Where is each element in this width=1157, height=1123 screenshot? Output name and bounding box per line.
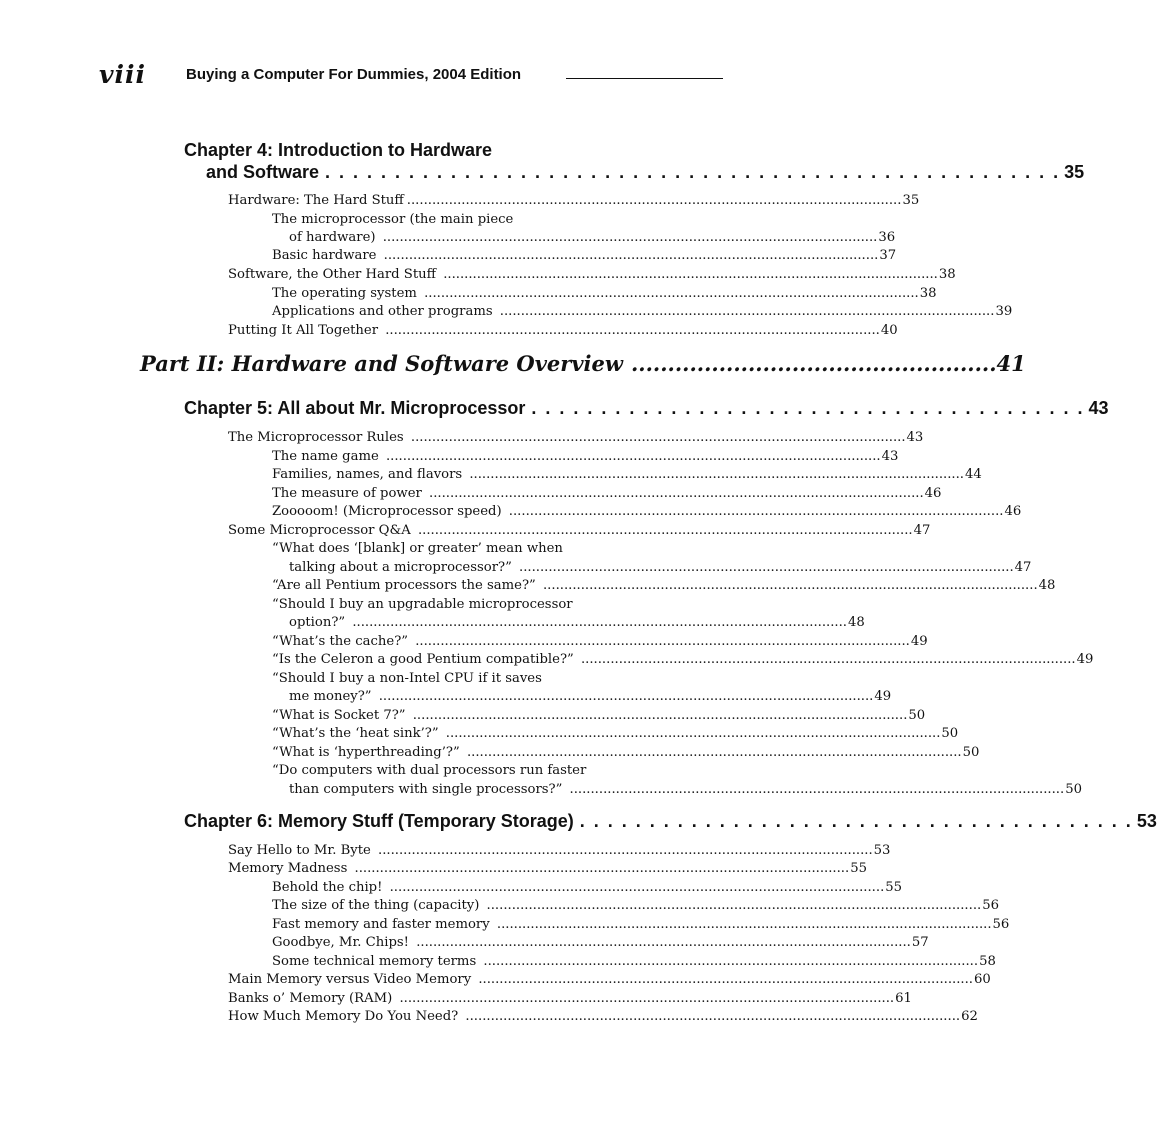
page-folio: viii [99, 60, 147, 89]
dot-leader: ...................................................................................................................... [576, 652, 1076, 667]
dot-leader: ...................................................................................................................... [504, 504, 1004, 519]
page-number: 53 [1136, 811, 1157, 831]
toc-entry[interactable]: “What’s the ‘heat sink’?” ...................................................................................................................... 50 [272, 726, 959, 741]
dot-leader: . . . . . . . . . . . . . . . . . . . . . . . . . . . . . . . . . . . . . . . . [579, 811, 1133, 831]
chapter-5-title[interactable] [184, 397, 1109, 419]
part-2-title[interactable] [140, 351, 1026, 377]
toc-entry[interactable]: How Much Memory Do You Need? ...................................................................................................................... 62 [228, 1009, 978, 1024]
dot-leader: . . . . . . . . . . . . . . . . . . . . . . . . . . . . . . . . . . . . . . . . [531, 398, 1085, 418]
dot-leader: ...................................................................................................................... [381, 449, 881, 464]
toc-entry[interactable]: Goodbye, Mr. Chips! ...................................................................................................................... 57 [272, 935, 929, 950]
toc-entry[interactable]: The measure of power ...................................................................................................................... 46 [272, 486, 942, 501]
toc-entry[interactable]: “Should I buy an upgradable microprocessor [272, 597, 573, 612]
header-rule [566, 78, 723, 79]
toc-entry[interactable]: Behold the chip! ...................................................................................................................... 55 [272, 880, 903, 895]
dot-leader: ...................................................................................................................... [424, 486, 924, 501]
running-title: Buying a Computer For Dummies, 2004 Edition [186, 66, 522, 83]
chapter-4-title-line2[interactable] [206, 161, 1085, 183]
dot-leader: ...................................................................................................................... [462, 745, 962, 760]
dot-leader: ...................................................................................................................... [350, 861, 850, 876]
dot-leader: ...................................................................................................................... [379, 248, 879, 263]
toc-entry[interactable]: Banks o’ Memory (RAM) ...................................................................................................................... 61 [228, 991, 912, 1006]
dot-leader: ...................................................................................................................... [395, 991, 895, 1006]
toc-entry[interactable]: me money?” ...................................................................................................................... 49 [289, 689, 892, 704]
toc-entry[interactable]: Basic hardware ...................................................................................................................... 37 [272, 248, 897, 263]
page-number: 35 [1064, 162, 1085, 182]
dot-leader: .................................................. [630, 351, 997, 376]
dot-leader: ...................................................................................................................... [479, 954, 979, 969]
dot-leader: ...................................................................................................................... [385, 880, 885, 895]
toc-entry[interactable]: The Microprocessor Rules ...................................................................................................................... 43 [228, 430, 924, 445]
dot-leader: ...................................................................................................................... [495, 304, 995, 319]
dot-leader: ...................................................................................................................... [565, 782, 1065, 797]
dot-leader: ...................................................................................................................... [406, 430, 906, 445]
toc-entry[interactable]: Some Microprocessor Q&A ...................................................................................................................... 47 [228, 523, 931, 538]
dot-leader: ...................................................................................................................... [381, 323, 880, 338]
dot-leader: . . . . . . . . . . . . . . . . . . . . . . . . . . . . . . . . . . . . . . . . . . . . . . . . . . . . . [325, 162, 1061, 182]
dot-leader: ...................................................................................................................... [412, 935, 911, 950]
dot-leader: ...................................................................................................................... [538, 578, 1038, 593]
dot-leader: ...................................................................................................................... [474, 972, 973, 987]
part-title-text: Part II: Hardware and Software Overview [140, 351, 623, 376]
toc-entry[interactable]: The name game ...................................................................................................................... 43 [272, 449, 899, 464]
dot-leader: ...................................................................................................................... [373, 843, 873, 858]
toc-entry[interactable]: The microprocessor (the main piece [272, 212, 514, 227]
toc-entry[interactable]: “What is ‘hyperthreading’?” ...................................................................................................................... 50 [272, 745, 980, 760]
dot-leader: ...................................................................................................................... [374, 689, 874, 704]
dot-leader: ...................................................................................................................... [411, 634, 910, 649]
dot-leader: ...................................................................................................................... [406, 193, 902, 208]
dot-leader: ...................................................................................................................... [413, 523, 913, 538]
dot-leader: ...................................................................................................................... [461, 1009, 961, 1024]
chapter-4-title-line1[interactable]: Chapter 4: Introduction to Hardware [184, 140, 493, 160]
dot-leader: ...................................................................................................................... [482, 898, 982, 913]
toc-entry[interactable]: Hardware: The Hard Stuff ...................................................................................................................... 35 [228, 193, 920, 208]
toc-entry[interactable]: “What does ‘[blank] or greater’ mean when [272, 541, 563, 556]
toc-entry[interactable]: Fast memory and faster memory ...................................................................................................................... 56 [272, 917, 1010, 932]
dot-leader: ...................................................................................................................... [408, 708, 908, 723]
toc-entry[interactable]: Families, names, and flavors ...................................................................................................................... 44 [272, 467, 982, 482]
page-header [99, 60, 723, 90]
chapter-6-title[interactable] [184, 810, 1157, 832]
chapter-title-text: Chapter 5: All about Mr. Microprocessor [184, 398, 526, 418]
toc-entry[interactable]: option?” ...................................................................................................................... 48 [289, 615, 865, 630]
dot-leader: ...................................................................................................................... [378, 230, 878, 245]
toc-entry[interactable]: Main Memory versus Video Memory ...................................................................................................................... 60 [228, 972, 991, 987]
toc-entry[interactable]: Some technical memory terms ...................................................................................................................... 58 [272, 954, 996, 969]
toc-entry[interactable]: Zooooom! (Microprocessor speed) ...................................................................................................................... 46 [272, 504, 1022, 519]
toc-entry[interactable]: Applications and other programs ...................................................................................................................... 39 [272, 304, 1013, 319]
toc-entry[interactable]: “Do computers with dual processors run faster [272, 763, 587, 778]
toc-entry[interactable]: Putting It All Together ...................................................................................................................... 40 [228, 323, 898, 338]
toc-entry[interactable]: “Are all Pentium processors the same?” ...................................................................................................................... 48 [272, 578, 1056, 593]
toc-entry[interactable]: “Should I buy a non-Intel CPU if it saves [272, 671, 542, 686]
toc-entry[interactable]: Memory Madness ...................................................................................................................... 55 [228, 861, 867, 876]
toc-entry[interactable]: “What is Socket 7?” ...................................................................................................................... 50 [272, 708, 926, 723]
page-number: 43 [1088, 398, 1109, 418]
toc-entry[interactable]: “What’s the cache?” ...................................................................................................................... 49 [272, 634, 928, 649]
toc-entry[interactable]: “Is the Celeron a good Pentium compatible?” ...................................................................................................................... 49 [272, 652, 1094, 667]
chapter-title-text: and Software [206, 162, 320, 182]
toc-entry[interactable]: The operating system ...................................................................................................................... 38 [272, 286, 937, 301]
toc-entry[interactable]: Say Hello to Mr. Byte ...................................................................................................................... 53 [228, 843, 891, 858]
dot-leader: ...................................................................................................................... [465, 467, 964, 482]
dot-leader: ...................................................................................................................... [419, 286, 919, 301]
dot-leader: ...................................................................................................................... [492, 917, 992, 932]
dot-leader: ...................................................................................................................... [348, 615, 847, 630]
dot-leader: ...................................................................................................................... [514, 560, 1014, 575]
toc-entry[interactable]: The size of the thing (capacity) ...................................................................................................................... 56 [272, 898, 999, 913]
dot-leader: ...................................................................................................................... [439, 267, 938, 282]
toc-entry[interactable]: Software, the Other Hard Stuff ...................................................................................................................... 38 [228, 267, 956, 282]
toc-entry[interactable]: than computers with single processors?” ...................................................................................................................... 50 [289, 782, 1082, 797]
page-number: 41 [996, 351, 1026, 376]
dot-leader: ...................................................................................................................... [441, 726, 941, 741]
toc-entry[interactable]: of hardware) ...................................................................................................................... 36 [289, 230, 896, 245]
toc-entry[interactable]: talking about a microprocessor?” ...................................................................................................................... 47 [289, 560, 1032, 575]
chapter-title-text: Chapter 6: Memory Stuff (Temporary Storage) [184, 811, 574, 831]
